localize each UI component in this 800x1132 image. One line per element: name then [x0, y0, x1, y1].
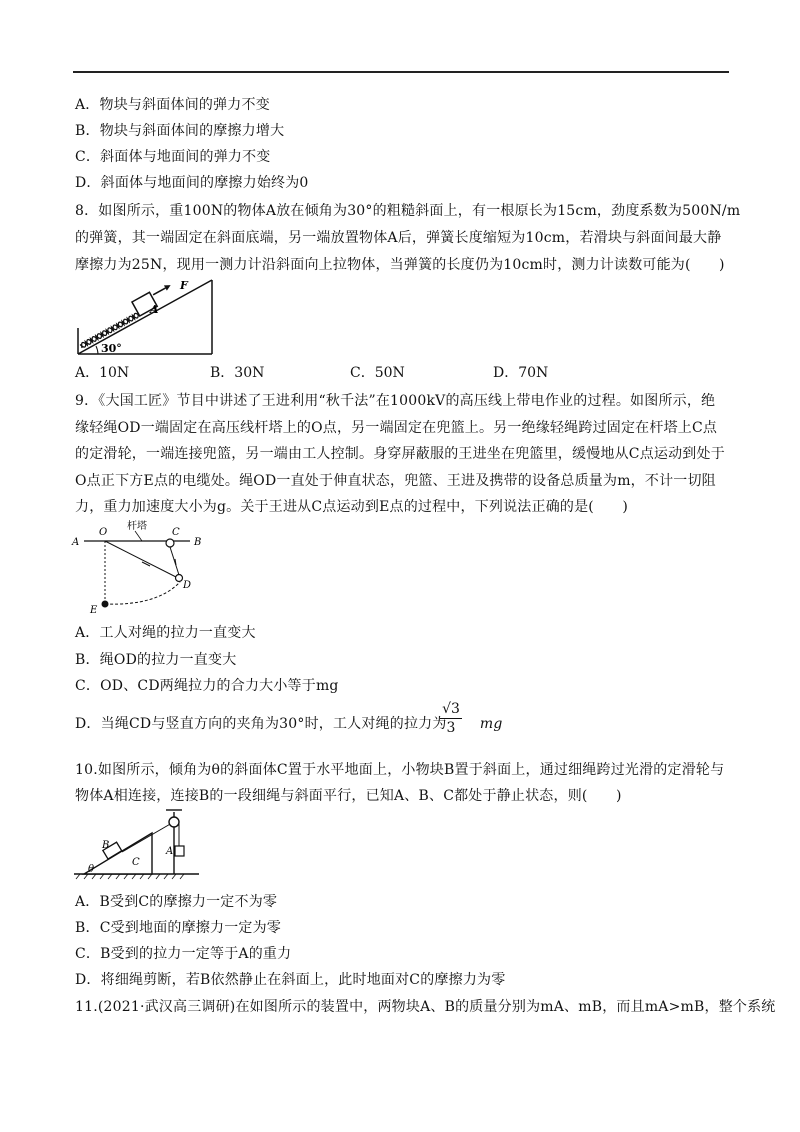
q8-option-b: B．30N	[210, 365, 265, 381]
q9-label-o: O	[99, 527, 108, 538]
q9-stem-line-5: 力，重力加速度大小为g。关于王进从C点运动到E点的过程中，下列说法正确的是( )	[75, 499, 629, 515]
header-rule	[73, 71, 729, 73]
pulley-icon	[169, 817, 179, 827]
q8-option-d: D．70N	[493, 365, 549, 381]
q11-stem-line-1: 11.(2021·武汉高三调研)在如图所示的装置中，两物块A、B的质量分别为mA、mB，而且mA>mB，整个系统	[75, 999, 776, 1015]
q9-stem-line-1: 9．《大国工匠》节目中讲述了王进利用“秋千法”在1000kV的高压线上带电作业的过程。如图所示，绝	[75, 393, 716, 409]
q8-stem-line-2: 的弹簧，其一端固定在斜面底端，另一端放置物体A后，弹簧长度缩短为10cm，若滑块与斜面间最大静	[75, 230, 722, 246]
q9-stem-line-4: O点正下方E点的电缆处。绳OD一直处于伸直状态，兜篮、王进及携带的设备总质量为m，不计一切阻	[75, 473, 716, 489]
q9-label-b: B	[194, 537, 202, 548]
q8-block-label: A	[150, 303, 159, 316]
q9-option-b: B．绳OD的拉力一直变大	[75, 652, 237, 668]
q9-option-d-prefix: D．当绳CD与竖直方向的夹角为30°时，工人对绳的拉力为	[75, 716, 447, 732]
q7-option-d: D．斜面体与地面间的摩擦力始终为0	[75, 175, 309, 191]
q7-option-a: A．物块与斜面体间的弹力不变	[75, 97, 270, 113]
q8-option-c: C．50N	[350, 365, 405, 381]
q7-option-c: C．斜面体与地面间的弹力不变	[75, 149, 271, 165]
q9-option-d	[75, 714, 503, 734]
q9-option-d-fraction	[440, 701, 462, 738]
fraction-numerator: √3	[442, 701, 460, 717]
pulley-icon	[166, 539, 174, 547]
q8-stem-line-1: 8．如图所示，重100N的物体A放在倾角为30°的粗糙斜面上，有一根原长为15cm，劲度系数为500N/m	[75, 203, 741, 219]
q10-label-b: B	[102, 840, 110, 851]
q7-option-b: B．物块与斜面体间的摩擦力增大	[75, 123, 285, 139]
q9-option-c: C．OD、CD两绳拉力的合力大小等于mg	[75, 678, 339, 694]
q9-label-tower: 杆塔	[127, 521, 147, 532]
q9-stem-line-3: 的定滑轮，一端连接兜篮，另一端由工人控制。身穿屏蔽服的王进坐在兜篮里，缓慢地从C点运动到处于	[75, 446, 725, 462]
q8-option-a: A．10N	[75, 365, 130, 381]
q9-label-e: E	[90, 605, 98, 616]
q9-label-d: D	[183, 580, 192, 591]
q10-stem-line-2: 物体A相连接，连接B的一段细绳与斜面平行，已知A、B、C都处于静止状态，则( )	[75, 788, 622, 804]
q10-figure-incline	[74, 808, 204, 880]
q10-option-b: B．C受到地面的摩擦力一定为零	[75, 920, 281, 936]
q9-figure-tower	[72, 518, 212, 618]
q8-angle-label: 30°	[101, 342, 122, 355]
q10-option-a: A．B受到C的摩擦力一定不为零	[75, 894, 278, 910]
q8-stem-line-3: 摩擦力为25N，现用一测力计沿斜面向上拉物体，当弹簧的长度仍为10cm时，测力计读数可能为( )	[75, 257, 725, 273]
q9-label-c: C	[172, 527, 180, 538]
q9-option-a: A．工人对绳的拉力一直变大	[75, 625, 256, 641]
q10-option-d: D．将细绳剪断，若B依然静止在斜面上，此时地面对C的摩擦力为零	[75, 972, 506, 988]
q8-force-label: F	[180, 279, 188, 292]
q10-option-c: C．B受到的拉力一定等于A的重力	[75, 946, 292, 962]
q10-label-theta: θ	[88, 864, 95, 875]
q9-stem-line-2: 缘轻绳OD一端固定在高压线杆塔上的O点，另一端固定在兜篮上。另一绝缘轻绳跨过固定在杆塔上C点	[75, 420, 718, 436]
q9-option-d-suffix: mg	[479, 716, 503, 732]
q8-figure-incline	[72, 276, 222, 358]
q10-label-c: C	[132, 857, 140, 868]
fraction-denominator: 3	[440, 718, 462, 738]
q10-stem-line-1: 10.如图所示，倾角为θ的斜面体C置于水平地面上，小物块B置于斜面上，通过细绳跨过光滑的定滑轮与	[75, 762, 725, 778]
q10-label-a: A	[166, 846, 174, 857]
q9-label-a: A	[72, 537, 80, 548]
